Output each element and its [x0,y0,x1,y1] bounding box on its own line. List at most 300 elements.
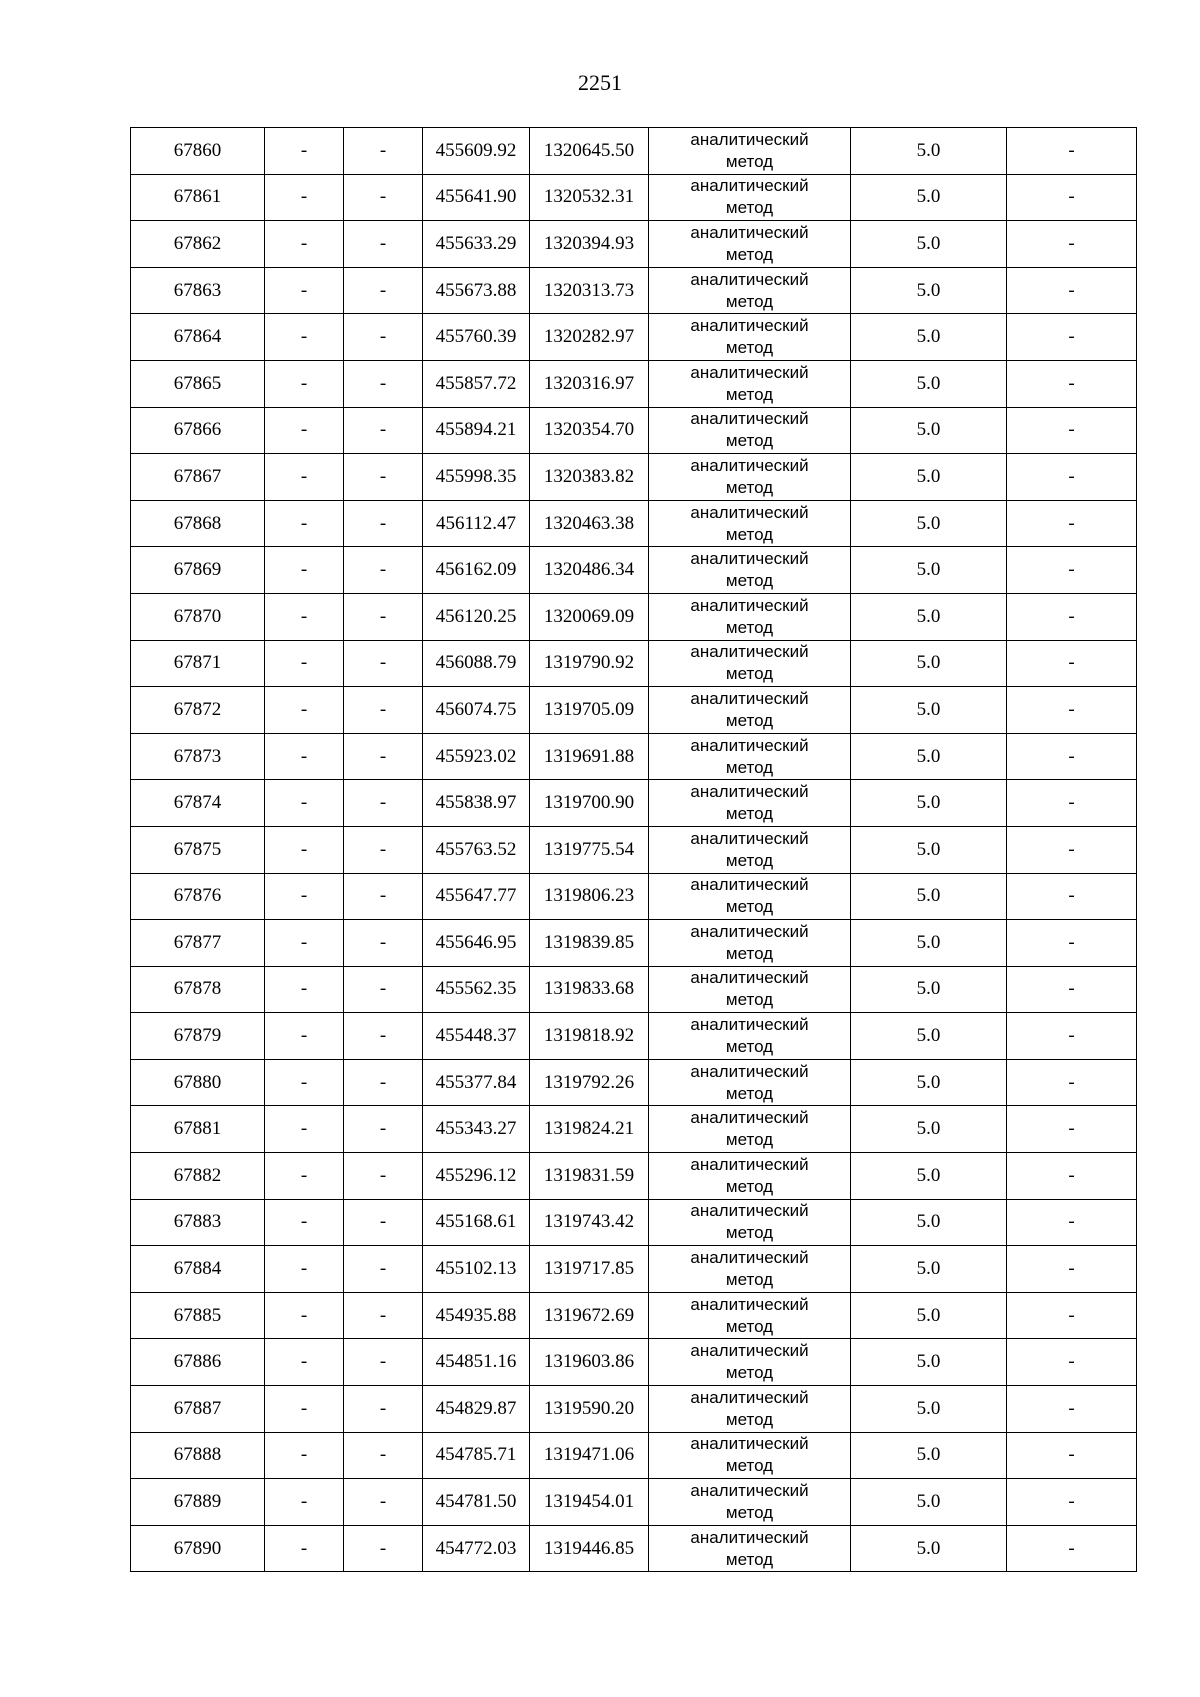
table-row [131,826,1137,873]
point-number-cell: 67882 [131,1153,265,1200]
method-cell [649,920,851,967]
x-coordinate-cell: 455296.12 [423,1153,530,1200]
point-number-cell: 67863 [131,267,265,314]
accuracy-cell: 5.0 [851,1292,1007,1339]
x-coordinate-cell: 456120.25 [423,593,530,640]
x-coordinate-cell: 454851.16 [423,1339,530,1386]
point-number-cell: 67880 [131,1059,265,1106]
accuracy-cell: 5.0 [851,1199,1007,1246]
method-text: метод [725,338,774,358]
x-coordinate-cell: 455646.95 [423,920,530,967]
y-coordinate-cell: 1320316.97 [530,360,649,407]
point-number-cell: 67879 [131,1013,265,1060]
empty-value-cell: - [265,1059,344,1106]
empty-value-cell: - [344,547,423,594]
point-number-cell: 67862 [131,221,265,268]
point-number-cell: 67875 [131,826,265,873]
table-row [131,966,1137,1013]
method-text: метод [725,1503,774,1523]
method-cell [649,1153,851,1200]
method-cell [649,873,851,920]
point-number-cell: 67872 [131,687,265,734]
empty-value-cell: - [1007,640,1137,687]
empty-value-cell: - [265,314,344,361]
y-coordinate-cell: 1320463.38 [530,500,649,547]
empty-value-cell: - [265,593,344,640]
point-number-cell: 67886 [131,1339,265,1386]
y-coordinate-cell: 1319743.42 [530,1199,649,1246]
empty-value-cell: - [344,1106,423,1153]
x-coordinate-cell: 455838.97 [423,780,530,827]
method-cell [649,547,851,594]
accuracy-cell: 5.0 [851,1386,1007,1433]
table-row [131,780,1137,827]
x-coordinate-cell: 455760.39 [423,314,530,361]
empty-value-cell: - [265,267,344,314]
method-cell [649,267,851,314]
accuracy-cell: 5.0 [851,873,1007,920]
empty-value-cell: - [1007,1106,1137,1153]
empty-value-cell: - [1007,1059,1137,1106]
x-coordinate-cell: 455562.35 [423,966,530,1013]
y-coordinate-cell: 1319603.86 [530,1339,649,1386]
accuracy-cell: 5.0 [851,454,1007,501]
empty-value-cell: - [1007,966,1137,1013]
method-text: аналитический [690,595,809,615]
method-text: аналитический [690,549,809,569]
accuracy-cell: 5.0 [851,780,1007,827]
point-number-cell: 67866 [131,407,265,454]
accuracy-cell: 5.0 [851,687,1007,734]
point-number-cell: 67884 [131,1246,265,1293]
point-number-cell: 67881 [131,1106,265,1153]
y-coordinate-cell: 1319691.88 [530,733,649,780]
empty-value-cell: - [265,1013,344,1060]
empty-value-cell: - [1007,128,1137,175]
x-coordinate-cell: 456112.47 [423,500,530,547]
y-coordinate-cell: 1319831.59 [530,1153,649,1200]
x-coordinate-cell: 455998.35 [423,454,530,501]
method-cell [649,1292,851,1339]
method-cell [649,966,851,1013]
x-coordinate-cell: 456088.79 [423,640,530,687]
method-text: аналитический [690,1248,809,1268]
method-text: аналитический [690,1015,809,1035]
empty-value-cell: - [265,1479,344,1526]
x-coordinate-cell: 455923.02 [423,733,530,780]
empty-value-cell: - [1007,826,1137,873]
method-text: аналитический [690,269,809,289]
method-text: метод [725,384,774,404]
point-number-cell: 67873 [131,733,265,780]
accuracy-cell: 5.0 [851,500,1007,547]
method-text: аналитический [690,1201,809,1221]
x-coordinate-cell: 455633.29 [423,221,530,268]
point-number-cell: 67867 [131,454,265,501]
table-row [131,314,1137,361]
method-cell [649,454,851,501]
method-text: метод [725,244,774,264]
accuracy-cell: 5.0 [851,221,1007,268]
accuracy-cell: 5.0 [851,1339,1007,1386]
method-text: метод [725,1176,774,1196]
x-coordinate-cell: 455763.52 [423,826,530,873]
empty-value-cell: - [344,826,423,873]
method-text: аналитический [690,502,809,522]
method-cell [649,780,851,827]
table-row [131,640,1137,687]
empty-value-cell: - [265,1432,344,1479]
y-coordinate-cell: 1319790.92 [530,640,649,687]
empty-value-cell: - [265,687,344,734]
empty-value-cell: - [1007,1246,1137,1293]
method-text: аналитический [690,362,809,382]
table-row [131,1013,1137,1060]
method-text: метод [725,804,774,824]
method-text: метод [725,1270,774,1290]
method-cell [649,1246,851,1293]
empty-value-cell: - [1007,1013,1137,1060]
method-text: аналитический [690,1294,809,1314]
method-text: аналитический [690,1481,809,1501]
y-coordinate-cell: 1319818.92 [530,1013,649,1060]
empty-value-cell: - [1007,360,1137,407]
method-cell [649,500,851,547]
method-text: метод [725,151,774,171]
method-text: аналитический [690,455,809,475]
accuracy-cell: 5.0 [851,640,1007,687]
accuracy-cell: 5.0 [851,360,1007,407]
table-row [131,1199,1137,1246]
table-row [131,267,1137,314]
empty-value-cell: - [1007,500,1137,547]
point-number-cell: 67889 [131,1479,265,1526]
empty-value-cell: - [1007,873,1137,920]
x-coordinate-cell: 454785.71 [423,1432,530,1479]
table-row [131,1292,1137,1339]
accuracy-cell: 5.0 [851,547,1007,594]
method-text: метод [725,710,774,730]
empty-value-cell: - [344,1153,423,1200]
empty-value-cell: - [265,454,344,501]
method-cell [649,128,851,175]
empty-value-cell: - [1007,221,1137,268]
method-text: метод [725,524,774,544]
point-number-cell: 67874 [131,780,265,827]
empty-value-cell: - [1007,733,1137,780]
method-text: метод [725,1316,774,1336]
x-coordinate-cell: 454829.87 [423,1386,530,1433]
x-coordinate-cell: 456162.09 [423,547,530,594]
method-text: аналитический [690,642,809,662]
method-text: метод [725,617,774,637]
method-text: метод [725,1549,774,1569]
method-text: аналитический [690,688,809,708]
empty-value-cell: - [1007,1432,1137,1479]
accuracy-cell: 5.0 [851,174,1007,221]
point-number-cell: 67877 [131,920,265,967]
x-coordinate-cell: 455343.27 [423,1106,530,1153]
point-number-cell: 67888 [131,1432,265,1479]
method-cell [649,1525,851,1572]
empty-value-cell: - [265,174,344,221]
method-cell [649,314,851,361]
y-coordinate-cell: 1320532.31 [530,174,649,221]
empty-value-cell: - [344,407,423,454]
y-coordinate-cell: 1319717.85 [530,1246,649,1293]
method-text: метод [725,1130,774,1150]
point-number-cell: 67885 [131,1292,265,1339]
method-text: аналитический [690,1527,809,1547]
accuracy-cell: 5.0 [851,1479,1007,1526]
y-coordinate-cell: 1320383.82 [530,454,649,501]
y-coordinate-cell: 1319806.23 [530,873,649,920]
table-body [131,128,1137,1572]
method-cell [649,1106,851,1153]
method-text: метод [725,1083,774,1103]
empty-value-cell: - [265,221,344,268]
accuracy-cell: 5.0 [851,1153,1007,1200]
method-text: аналитический [690,1061,809,1081]
method-cell [649,407,851,454]
method-cell [649,1479,851,1526]
method-text: метод [725,990,774,1010]
empty-value-cell: - [1007,314,1137,361]
point-number-cell: 67890 [131,1525,265,1572]
empty-value-cell: - [344,593,423,640]
table-row [131,1479,1137,1526]
x-coordinate-cell: 455448.37 [423,1013,530,1060]
empty-value-cell: - [1007,1153,1137,1200]
point-number-cell: 67861 [131,174,265,221]
table-row [131,1059,1137,1106]
table-row [131,360,1137,407]
empty-value-cell: - [1007,547,1137,594]
empty-value-cell: - [1007,174,1137,221]
y-coordinate-cell: 1319833.68 [530,966,649,1013]
method-text: метод [725,1363,774,1383]
x-coordinate-cell: 455168.61 [423,1199,530,1246]
method-text: аналитический [690,129,809,149]
empty-value-cell: - [1007,407,1137,454]
accuracy-cell: 5.0 [851,733,1007,780]
accuracy-cell: 5.0 [851,920,1007,967]
empty-value-cell: - [344,640,423,687]
method-text: метод [725,1456,774,1476]
x-coordinate-cell: 455647.77 [423,873,530,920]
empty-value-cell: - [1007,1292,1137,1339]
accuracy-cell: 5.0 [851,314,1007,361]
table-row [131,1339,1137,1386]
empty-value-cell: - [1007,687,1137,734]
empty-value-cell: - [265,547,344,594]
empty-value-cell: - [1007,1525,1137,1572]
method-text: аналитический [690,1108,809,1128]
y-coordinate-cell: 1319775.54 [530,826,649,873]
table-row [131,128,1137,175]
table-row [131,687,1137,734]
y-coordinate-cell: 1319700.90 [530,780,649,827]
page-number: 2251 [578,70,622,95]
y-coordinate-cell: 1319672.69 [530,1292,649,1339]
x-coordinate-cell: 454935.88 [423,1292,530,1339]
empty-value-cell: - [344,733,423,780]
empty-value-cell: - [265,1292,344,1339]
method-cell [649,174,851,221]
empty-value-cell: - [1007,593,1137,640]
method-text: аналитический [690,1434,809,1454]
x-coordinate-cell: 454781.50 [423,1479,530,1526]
accuracy-cell: 5.0 [851,128,1007,175]
y-coordinate-cell: 1319824.21 [530,1106,649,1153]
accuracy-cell: 5.0 [851,826,1007,873]
method-text: аналитический [690,828,809,848]
method-text: метод [725,850,774,870]
method-cell [649,733,851,780]
empty-value-cell: - [265,500,344,547]
method-text: метод [725,897,774,917]
empty-value-cell: - [344,1479,423,1526]
point-number-cell: 67871 [131,640,265,687]
method-text: метод [725,757,774,777]
x-coordinate-cell: 455894.21 [423,407,530,454]
x-coordinate-cell: 454772.03 [423,1525,530,1572]
point-number-cell: 67878 [131,966,265,1013]
method-cell [649,1199,851,1246]
method-cell [649,1339,851,1386]
method-text: метод [725,1409,774,1429]
y-coordinate-cell: 1319471.06 [530,1432,649,1479]
method-text: аналитический [690,921,809,941]
table-row [131,1106,1137,1153]
method-text: аналитический [690,176,809,196]
method-cell [649,360,851,407]
accuracy-cell: 5.0 [851,1013,1007,1060]
table-row [131,920,1137,967]
method-text: метод [725,1223,774,1243]
empty-value-cell: - [265,1246,344,1293]
method-text: метод [725,943,774,963]
table-row [131,1432,1137,1479]
empty-value-cell: - [344,873,423,920]
empty-value-cell: - [344,920,423,967]
empty-value-cell: - [344,1386,423,1433]
y-coordinate-cell: 1319590.20 [530,1386,649,1433]
empty-value-cell: - [344,454,423,501]
x-coordinate-cell: 455857.72 [423,360,530,407]
empty-value-cell: - [344,128,423,175]
empty-value-cell: - [265,1106,344,1153]
method-cell [649,593,851,640]
method-text: аналитический [690,316,809,336]
method-text: аналитический [690,1154,809,1174]
empty-value-cell: - [344,500,423,547]
method-cell [649,687,851,734]
empty-value-cell: - [265,640,344,687]
empty-value-cell: - [344,1432,423,1479]
empty-value-cell: - [265,407,344,454]
method-cell [649,640,851,687]
empty-value-cell: - [265,1525,344,1572]
empty-value-cell: - [265,360,344,407]
empty-value-cell: - [1007,1386,1137,1433]
x-coordinate-cell: 456074.75 [423,687,530,734]
empty-value-cell: - [344,1525,423,1572]
empty-value-cell: - [265,1386,344,1433]
method-text: метод [725,198,774,218]
y-coordinate-cell: 1320645.50 [530,128,649,175]
empty-value-cell: - [265,873,344,920]
y-coordinate-cell: 1319454.01 [530,1479,649,1526]
coordinates-table [130,127,1137,1572]
y-coordinate-cell: 1319792.26 [530,1059,649,1106]
point-number-cell: 67869 [131,547,265,594]
point-number-cell: 67864 [131,314,265,361]
accuracy-cell: 5.0 [851,407,1007,454]
method-cell [649,826,851,873]
accuracy-cell: 5.0 [851,1106,1007,1153]
empty-value-cell: - [265,780,344,827]
y-coordinate-cell: 1319446.85 [530,1525,649,1572]
table-row [131,407,1137,454]
method-text: аналитический [690,968,809,988]
accuracy-cell: 5.0 [851,1432,1007,1479]
method-cell [649,1059,851,1106]
y-coordinate-cell: 1319839.85 [530,920,649,967]
empty-value-cell: - [344,360,423,407]
empty-value-cell: - [344,1013,423,1060]
empty-value-cell: - [344,1246,423,1293]
empty-value-cell: - [1007,267,1137,314]
table-row [131,1525,1137,1572]
empty-value-cell: - [265,1153,344,1200]
empty-value-cell: - [344,267,423,314]
method-text: метод [725,1037,774,1057]
y-coordinate-cell: 1320486.34 [530,547,649,594]
empty-value-cell: - [344,966,423,1013]
empty-value-cell: - [344,780,423,827]
method-text: аналитический [690,875,809,895]
table-row [131,500,1137,547]
empty-value-cell: - [344,174,423,221]
table-row [131,593,1137,640]
table-row [131,1153,1137,1200]
empty-value-cell: - [1007,1339,1137,1386]
accuracy-cell: 5.0 [851,267,1007,314]
empty-value-cell: - [265,128,344,175]
empty-value-cell: - [344,687,423,734]
method-text: аналитический [690,782,809,802]
point-number-cell: 67887 [131,1386,265,1433]
empty-value-cell: - [265,733,344,780]
y-coordinate-cell: 1320394.93 [530,221,649,268]
point-number-cell: 67868 [131,500,265,547]
method-text: аналитический [690,222,809,242]
table-row [131,1386,1137,1433]
empty-value-cell: - [344,221,423,268]
empty-value-cell: - [1007,1199,1137,1246]
empty-value-cell: - [265,1339,344,1386]
point-number-cell: 67876 [131,873,265,920]
x-coordinate-cell: 455609.92 [423,128,530,175]
x-coordinate-cell: 455102.13 [423,1246,530,1293]
accuracy-cell: 5.0 [851,1246,1007,1293]
method-text: аналитический [690,1341,809,1361]
empty-value-cell: - [265,826,344,873]
point-number-cell: 67870 [131,593,265,640]
empty-value-cell: - [1007,454,1137,501]
method-text: метод [725,664,774,684]
